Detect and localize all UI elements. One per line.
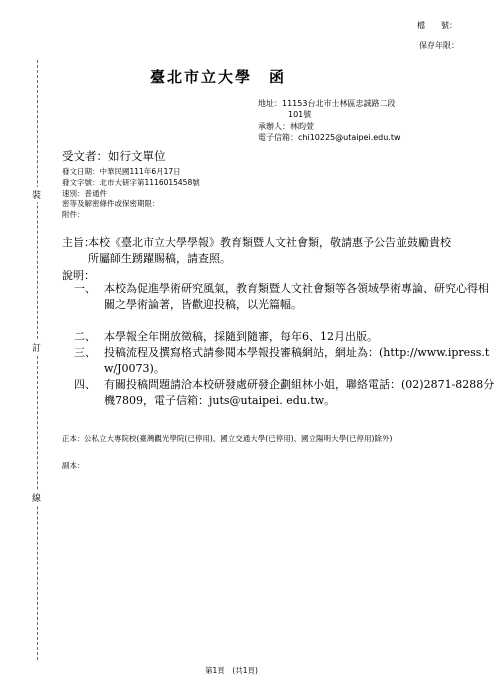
explanation-item xyxy=(74,345,495,377)
recipient: 受文者：如行文單位 xyxy=(62,149,166,163)
subject-block xyxy=(62,235,457,267)
file-number-label: 檔 號： xyxy=(417,21,457,30)
item-text: 有關投稿問題請洽本校研發處研發企劃組林小姐，聯絡電話：(02)2871-8288分機7809，電子信箱：juts@utaipei. edu.tw。 xyxy=(104,378,495,407)
retention-period-label: 保存年限： xyxy=(419,41,459,50)
cc-label: 正本： xyxy=(62,434,85,443)
address-line-1: 地址：11153台北市士林區忠誠路二段 xyxy=(258,99,396,108)
document-title: 臺北市立大學 函 xyxy=(150,68,287,86)
cc-text: 公私立大專院校(臺灣觀光學院(已停用)、國立交通大學(已停用)、國立陽明大學(已停用)除外) xyxy=(84,434,393,443)
subject-label: 主旨： xyxy=(62,236,95,249)
item-text: 投稿流程及撰寫格式請參閱本學報投審稿網站，網址為：(http://www.ipress.tw/J0073)。 xyxy=(104,346,490,375)
document-meta xyxy=(62,167,200,221)
contact-block xyxy=(258,98,401,143)
item-number: 三、 xyxy=(74,346,96,359)
copy-label: 副本： xyxy=(62,461,85,470)
subject-text: 本校《臺北市立大學學報》教育類暨人文社會類，敬請惠予公告並鼓勵貴校所屬師生踴躍賜稿，請查照。 xyxy=(88,236,451,265)
handler: 承辦人：林昀萱 xyxy=(258,121,314,131)
document-number: 發文字號：北市大研字第1116015458號 xyxy=(62,177,200,187)
address-line-2: 101號 xyxy=(288,110,312,120)
page-footer: 第1頁 (共1頁) xyxy=(205,666,258,675)
delivery-speed: 速別：普通件 xyxy=(62,188,107,198)
contact-email: 電子信箱：chi10225@utaipei.edu.tw xyxy=(258,132,401,142)
explanation-item xyxy=(74,329,495,345)
attachment: 附件： xyxy=(62,210,85,220)
item-number: 一、 xyxy=(74,282,96,295)
item-number: 四、 xyxy=(74,378,96,391)
binding-char-bottom: 線 xyxy=(32,490,41,505)
issue-date: 發文日期：中華民國111年6月17日 xyxy=(62,167,181,176)
explanation-item xyxy=(74,281,495,313)
cc-block xyxy=(62,433,457,444)
item-number: 二、 xyxy=(74,330,96,343)
binding-line xyxy=(37,60,38,660)
explanation-item xyxy=(74,377,495,409)
item-text: 本校為促進學術研究風氣，教育類暨人文社會類等各領域學術專論、研究心得相關之學術論著，皆歡迎投稿，以光篇幅。 xyxy=(104,282,489,311)
explanation-label: 說明： xyxy=(62,269,95,282)
secrecy-level: 密等及解密條件或保密期限： xyxy=(62,199,160,209)
binding-char-top: 裝 xyxy=(32,187,41,202)
item-text: 本學報全年開放徵稿，採隨到隨審，每年6、12月出版。 xyxy=(104,330,378,343)
binding-char-middle: 訂 xyxy=(32,340,41,355)
